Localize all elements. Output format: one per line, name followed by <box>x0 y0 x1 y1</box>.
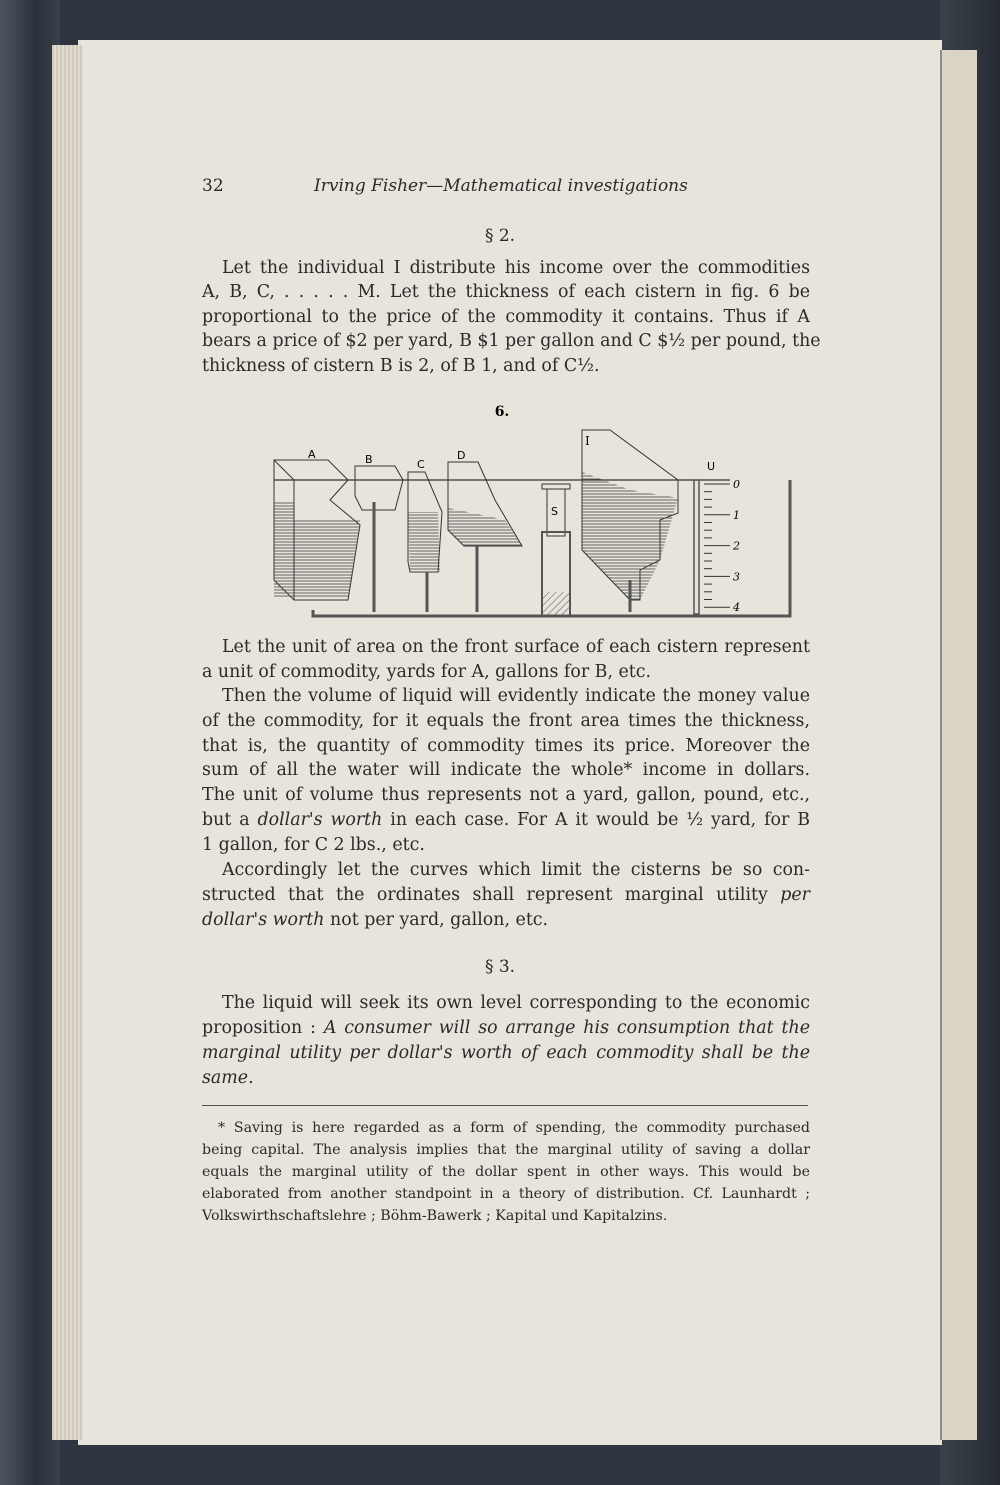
text-segment: that is, the quantity of commodity times its price. Moreover the <box>202 736 810 756</box>
italic-text: same. <box>202 1068 254 1088</box>
text-segment: The unit of volume thus represents not a yard, gallon, pound, etc., <box>202 785 810 805</box>
text-segment: of the commodity, for it equals the front area times the thickness, <box>202 711 810 731</box>
text-line <box>202 883 810 907</box>
text-segment: in each case. For A it would be ½ yard, for B <box>382 810 811 830</box>
scale-label: 0 <box>733 478 740 491</box>
u-tube <box>694 480 699 614</box>
text-line <box>202 908 810 932</box>
figure-6-cisterns <box>260 400 820 620</box>
scale-label: 2 <box>733 539 740 553</box>
text-line <box>202 354 810 378</box>
text-line <box>222 991 810 1015</box>
footnote-line: * Saving is here regarded as a form of spending, the commodity purchased <box>218 1120 810 1136</box>
text-segment: The liquid will seek its own level corresponding to the economic <box>222 993 810 1013</box>
next-page-edge <box>940 50 977 1440</box>
text-line <box>202 660 810 684</box>
text-segment: proportional to the price of the commodity it contains. Thus if A <box>202 307 810 327</box>
italic-text: per <box>780 885 810 905</box>
text-line <box>222 858 810 882</box>
cistern-i <box>582 430 678 612</box>
label-i: I <box>585 434 590 448</box>
text-segment: sum of all the water will indicate the whole* income in dollars. <box>202 760 810 780</box>
italic-text: A consumer will so arrange his consumption that the <box>323 1018 810 1038</box>
cistern-c <box>408 472 442 612</box>
text-segment: not per yard, gallon, etc. <box>324 910 549 930</box>
italic-text: marginal utility per dollar's worth of each commodity shall be the <box>202 1043 810 1063</box>
text-segment: Let the unit of area on the front surface of each cistern represent <box>222 637 810 657</box>
text-segment: proposition : <box>202 1018 324 1038</box>
section-heading-2: § 2. <box>484 226 516 246</box>
label-b: B <box>365 453 373 466</box>
text-line <box>202 280 810 304</box>
footnote-line: elaborated from another standpoint in a theory of distribution. Cf. Launhardt ; <box>202 1186 810 1202</box>
footnote-line: being capital. The analysis implies that the marginal utility of saving a dollar <box>202 1142 810 1158</box>
running-title: Irving Fisher—Mathematical investigations <box>314 176 688 196</box>
text-line <box>202 1066 810 1090</box>
text-line <box>202 833 810 857</box>
text-segment: Let the individual I distribute his income over the commodities <box>222 258 810 278</box>
text-segment: a unit of commodity, yards for A, gallons for B, etc. <box>202 662 652 682</box>
scale-label: 4 <box>733 601 740 615</box>
label-c: C <box>417 458 425 471</box>
text-line <box>202 758 810 782</box>
italic-text: dollar's worth <box>257 810 383 830</box>
text-line <box>222 256 810 280</box>
cistern-a <box>274 460 360 600</box>
text-line <box>222 684 810 708</box>
text-segment: 1 gallon, for C 2 lbs., etc. <box>202 835 425 855</box>
text-segment: but a <box>202 810 258 830</box>
page-number: 32 <box>202 176 224 196</box>
text-line <box>202 1016 810 1040</box>
text-line <box>202 305 810 329</box>
text-segment: A, B, C, . . . . . M. Let the thickness of each cistern in fig. 6 be <box>202 282 810 302</box>
scale-label: 3 <box>733 570 740 584</box>
footnote-rule <box>202 1105 808 1106</box>
text-segment: thickness of cistern B is 2, of B 1, and of C½. <box>202 356 600 376</box>
text-line <box>202 734 810 758</box>
book-binding-left <box>0 0 60 1485</box>
footnote-line: Volkswirthschaftslehre ; Böhm-Bawerk ; Kapital und Kapitalzins. <box>202 1208 668 1224</box>
cistern-b <box>355 466 403 612</box>
section-heading-3: § 3. <box>484 957 516 977</box>
text-line <box>202 709 810 733</box>
text-segment: Accordingly let the curves which limit the cisterns be so con- <box>222 860 810 880</box>
page-edges <box>52 45 82 1440</box>
u-scale <box>704 478 740 614</box>
label-u: U <box>707 460 716 473</box>
figure-number: 6. <box>494 404 510 420</box>
text-line <box>202 808 810 832</box>
text-line <box>202 1041 810 1065</box>
label-d: D <box>457 449 466 462</box>
text-segment: structed that the ordinates shall represent marginal utility <box>202 885 781 905</box>
text-line <box>222 635 810 659</box>
piston-s <box>542 484 570 616</box>
italic-text: dollar's worth <box>202 910 325 930</box>
footnote-line: equals the marginal utility of the dollar spent in other ways. This would be <box>202 1164 810 1180</box>
label-s: S <box>551 505 558 518</box>
text-segment: bears a price of $2 per yard, B $1 per gallon and C $½ per pound, the <box>202 331 821 351</box>
cistern-d <box>448 462 522 612</box>
text-line <box>202 329 821 353</box>
text-line <box>202 783 810 807</box>
label-a: A <box>308 448 316 461</box>
text-segment: Then the volume of liquid will evidently indicate the money value <box>222 686 810 706</box>
scale-label: 1 <box>733 508 740 522</box>
